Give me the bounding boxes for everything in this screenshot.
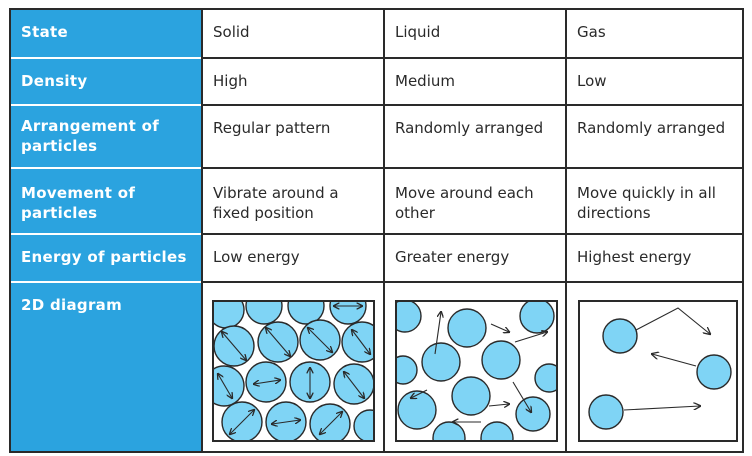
cell-arrangement-solid: Regular pattern <box>213 119 331 137</box>
gas-particle <box>697 355 731 389</box>
gas-particle <box>603 319 637 353</box>
cell-density-gas: Low <box>577 72 607 90</box>
solid-particle <box>354 410 373 440</box>
solid-particle <box>330 302 366 324</box>
liquid-particle <box>535 364 556 392</box>
cell-movement-solid: Vibrate around a fixed position <box>213 184 339 222</box>
liquid-particle <box>520 302 554 333</box>
liquid-particle <box>482 341 520 379</box>
states-of-matter-table <box>9 8 744 453</box>
liquid-particle <box>398 391 436 429</box>
liquid-particle-diagram <box>395 300 558 442</box>
row-header-movement: Movement of particles <box>11 169 201 233</box>
row-header-density: Density <box>11 59 201 104</box>
liquid-particle <box>422 343 460 381</box>
row-header-energy: Energy of particles <box>11 235 201 281</box>
cell-energy-solid: Low energy <box>213 248 300 266</box>
liquid-particle <box>516 397 550 431</box>
cell-density-solid: High <box>213 72 248 90</box>
solid-particle <box>214 302 244 328</box>
solid-particle <box>266 402 306 440</box>
cell-density-liquid: Medium <box>395 72 455 90</box>
row-header-state: State <box>11 10 201 57</box>
solid-particle-diagram <box>212 300 375 442</box>
solid-particle <box>222 402 262 440</box>
liquid-particle <box>448 309 486 347</box>
liquid-particle <box>397 356 417 384</box>
solid-particle <box>246 302 282 324</box>
cell-arrangement-liquid: Randomly arranged <box>395 119 544 137</box>
cell-arrangement-gas: Randomly arranged <box>577 119 726 137</box>
cell-state-solid: Solid <box>213 23 250 41</box>
cell-movement-gas: Move quickly in all directions <box>577 184 716 222</box>
solid-particle <box>310 404 350 440</box>
row-header-2d-diagram: 2D diagram <box>11 283 201 451</box>
row-header-arrangement: Arrangement of particles <box>11 106 201 167</box>
solid-particle <box>342 322 373 362</box>
liquid-particle <box>397 302 421 332</box>
solid-particle <box>214 366 244 406</box>
cell-energy-liquid: Greater energy <box>395 248 510 266</box>
cell-movement-liquid: Move around each other <box>395 184 534 222</box>
cell-state-gas: Gas <box>577 23 606 41</box>
liquid-particle <box>433 422 465 440</box>
cell-energy-gas: Highest energy <box>577 248 692 266</box>
liquid-particle <box>481 422 513 440</box>
gas-particle <box>589 395 623 429</box>
cell-state-liquid: Liquid <box>395 23 441 41</box>
gas-particle-diagram <box>578 300 738 442</box>
liquid-particle <box>452 377 490 415</box>
